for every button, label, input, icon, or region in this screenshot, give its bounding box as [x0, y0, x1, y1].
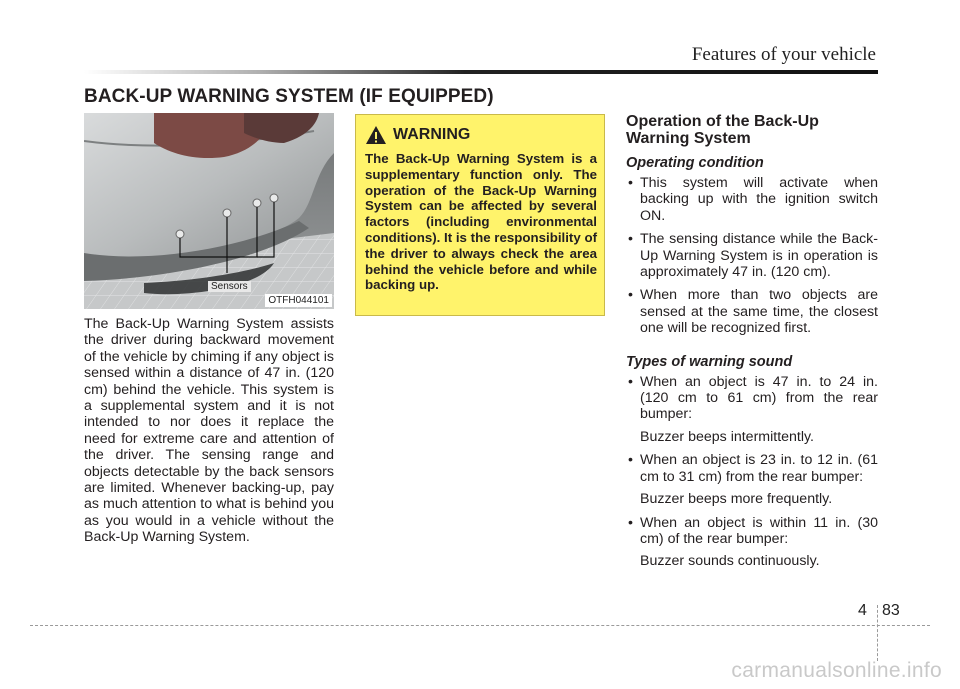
- operation-column: [626, 113, 878, 577]
- page-number: 83: [882, 602, 900, 619]
- list-item: [626, 374, 878, 446]
- operating-condition-list: [626, 175, 878, 337]
- list-item: [626, 452, 878, 507]
- chapter-number: 4: [858, 602, 867, 619]
- footer-rule: [30, 625, 930, 626]
- sound-condition: When an object is within 11 in. (30 cm) of the rear bumper:: [640, 514, 878, 547]
- list-item: [626, 515, 878, 570]
- sensors-label: Sensors: [208, 281, 251, 292]
- section-title: BACK-UP WARNING SYSTEM (IF EQUIPPED): [84, 86, 494, 107]
- list-item: • When more than two objects are sensed at the same time, the closest one will be recognized first.: [626, 287, 878, 336]
- system-description: The Back-Up Warning System assists the driver during backward movement of the vehicle by chiming if any object is sensed within a distance of 47 in. (120 cm) behind the vehicle. This system is a supplemental system and it is not intended to nor does it replace the need for extreme care and attention of the driver. The sensing range and objects detectable by the back sensors are limited. Whenever backing-up, pay as much attention to what is behind you as you would in a vehicle without the Back-Up Warning System.: [84, 316, 334, 546]
- warning-box: [355, 114, 605, 316]
- figure-code: OTFH044101: [265, 294, 332, 307]
- operation-title: Operation of the Back-Up Warning System: [626, 113, 819, 147]
- sound-result: Buzzer beeps more frequently.: [640, 491, 833, 508]
- sound-result: Buzzer beeps intermittently.: [640, 428, 815, 445]
- warning-text: The Back-Up Warning System is a supplementary function only. The operation of the Back-Up Warning System can be affected by several factors (including environmental conditions). It is the responsibility of the driver to always check the area behind the vehicle before and while backing up.: [365, 151, 597, 293]
- warning-sound-list: [626, 374, 878, 570]
- warning-header: [365, 123, 470, 147]
- rear-bumper-figure: [84, 113, 334, 309]
- sound-result: Buzzer sounds continuously.: [640, 553, 820, 570]
- warning-title: WARNING: [393, 126, 471, 143]
- footer-separator: [877, 605, 878, 661]
- sound-condition: When an object is 23 in. to 12 in. (61 cm to 31 cm) from the rear bumper:: [640, 452, 878, 485]
- sound-condition: When an object is 47 in. to 24 in. (120 cm to 61 cm) from the rear bumper:: [640, 373, 878, 423]
- list-item: • This system will activate when backing up with the ignition switch ON.: [626, 175, 878, 224]
- operating-condition-heading: Operating condition: [626, 155, 764, 171]
- header-rule: [84, 70, 878, 74]
- list-item: • The sensing distance while the Back-Up Warning System is in operation is approximately 47 in. (120 cm).: [626, 231, 878, 280]
- warning-sound-heading: Types of warning sound: [626, 353, 793, 370]
- chapter-header-title: Features of your vehicle: [691, 44, 876, 65]
- warning-triangle-icon: [365, 125, 387, 145]
- watermark[interactable]: carmanualsonline.info: [731, 659, 942, 682]
- rear-bumper-illustration: [84, 113, 334, 309]
